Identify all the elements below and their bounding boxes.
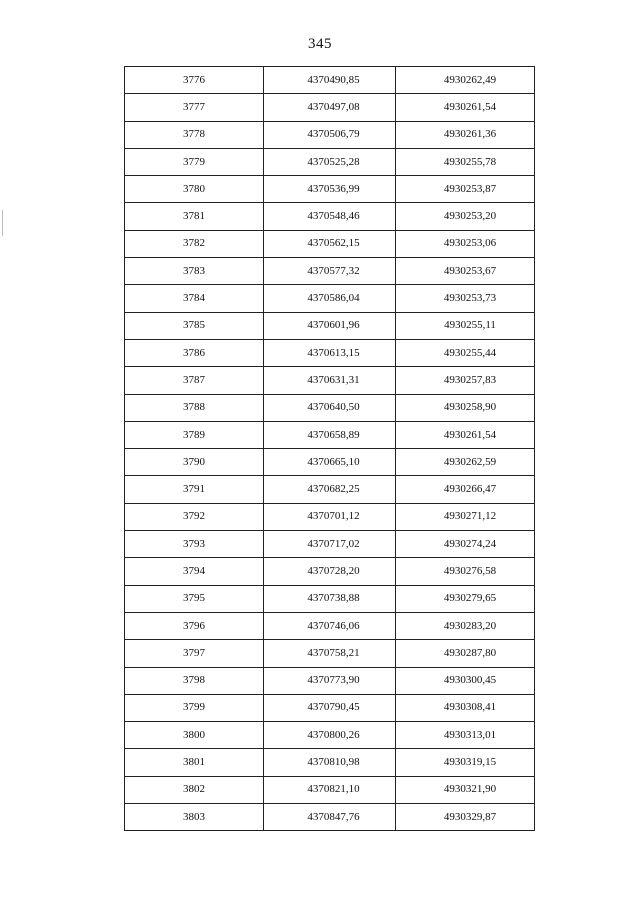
y-coordinate-cell: 4930329,87 bbox=[396, 804, 535, 831]
point-number-cell: 3785 bbox=[125, 312, 264, 339]
x-coordinate-cell: 4370821,10 bbox=[264, 776, 396, 803]
x-coordinate-cell: 4370810,98 bbox=[264, 749, 396, 776]
y-coordinate-cell: 4930283,20 bbox=[396, 612, 535, 639]
y-coordinate-cell: 4930313,01 bbox=[396, 722, 535, 749]
point-number-cell: 3781 bbox=[125, 203, 264, 230]
point-number-cell: 3777 bbox=[125, 94, 264, 121]
table-row bbox=[125, 339, 535, 366]
table-row bbox=[125, 612, 535, 639]
table-row bbox=[125, 722, 535, 749]
point-number-cell: 3786 bbox=[125, 339, 264, 366]
x-coordinate-cell: 4370631,31 bbox=[264, 367, 396, 394]
x-coordinate-cell: 4370640,50 bbox=[264, 394, 396, 421]
y-coordinate-cell: 4930262,49 bbox=[396, 67, 535, 94]
table-row bbox=[125, 776, 535, 803]
point-number-cell: 3801 bbox=[125, 749, 264, 776]
table-row bbox=[125, 285, 535, 312]
y-coordinate-cell: 4930258,90 bbox=[396, 394, 535, 421]
table-row bbox=[125, 258, 535, 285]
y-coordinate-cell: 4930253,87 bbox=[396, 176, 535, 203]
table-row bbox=[125, 585, 535, 612]
x-coordinate-cell: 4370586,04 bbox=[264, 285, 396, 312]
table-row bbox=[125, 449, 535, 476]
table-row bbox=[125, 67, 535, 94]
table-row bbox=[125, 749, 535, 776]
coordinates-table-container bbox=[124, 66, 534, 831]
y-coordinate-cell: 4930255,78 bbox=[396, 148, 535, 175]
point-number-cell: 3798 bbox=[125, 667, 264, 694]
y-coordinate-cell: 4930261,54 bbox=[396, 94, 535, 121]
point-number-cell: 3799 bbox=[125, 694, 264, 721]
table-row bbox=[125, 558, 535, 585]
point-number-cell: 3797 bbox=[125, 640, 264, 667]
y-coordinate-cell: 4930274,24 bbox=[396, 531, 535, 558]
table-row bbox=[125, 312, 535, 339]
point-number-cell: 3778 bbox=[125, 121, 264, 148]
point-number-cell: 3792 bbox=[125, 503, 264, 530]
x-coordinate-cell: 4370601,96 bbox=[264, 312, 396, 339]
x-coordinate-cell: 4370800,26 bbox=[264, 722, 396, 749]
y-coordinate-cell: 4930253,67 bbox=[396, 258, 535, 285]
point-number-cell: 3793 bbox=[125, 531, 264, 558]
table-row bbox=[125, 148, 535, 175]
table-row bbox=[125, 667, 535, 694]
x-coordinate-cell: 4370728,20 bbox=[264, 558, 396, 585]
coordinates-table bbox=[124, 66, 535, 831]
point-number-cell: 3787 bbox=[125, 367, 264, 394]
point-number-cell: 3780 bbox=[125, 176, 264, 203]
y-coordinate-cell: 4930261,36 bbox=[396, 121, 535, 148]
y-coordinate-cell: 4930321,90 bbox=[396, 776, 535, 803]
point-number-cell: 3783 bbox=[125, 258, 264, 285]
table-row bbox=[125, 94, 535, 121]
y-coordinate-cell: 4930257,83 bbox=[396, 367, 535, 394]
point-number-cell: 3779 bbox=[125, 148, 264, 175]
scan-edge-mark bbox=[2, 210, 3, 236]
x-coordinate-cell: 4370665,10 bbox=[264, 449, 396, 476]
x-coordinate-cell: 4370577,32 bbox=[264, 258, 396, 285]
x-coordinate-cell: 4370525,28 bbox=[264, 148, 396, 175]
table-row bbox=[125, 121, 535, 148]
x-coordinate-cell: 4370536,99 bbox=[264, 176, 396, 203]
x-coordinate-cell: 4370847,76 bbox=[264, 804, 396, 831]
table-row bbox=[125, 394, 535, 421]
point-number-cell: 3802 bbox=[125, 776, 264, 803]
point-number-cell: 3784 bbox=[125, 285, 264, 312]
table-row bbox=[125, 640, 535, 667]
x-coordinate-cell: 4370497,08 bbox=[264, 94, 396, 121]
y-coordinate-cell: 4930300,45 bbox=[396, 667, 535, 694]
table-row bbox=[125, 421, 535, 448]
point-number-cell: 3803 bbox=[125, 804, 264, 831]
point-number-cell: 3796 bbox=[125, 612, 264, 639]
y-coordinate-cell: 4930279,65 bbox=[396, 585, 535, 612]
y-coordinate-cell: 4930276,58 bbox=[396, 558, 535, 585]
point-number-cell: 3800 bbox=[125, 722, 264, 749]
x-coordinate-cell: 4370746,06 bbox=[264, 612, 396, 639]
y-coordinate-cell: 4930266,47 bbox=[396, 476, 535, 503]
x-coordinate-cell: 4370506,79 bbox=[264, 121, 396, 148]
x-coordinate-cell: 4370490,85 bbox=[264, 67, 396, 94]
x-coordinate-cell: 4370717,02 bbox=[264, 531, 396, 558]
x-coordinate-cell: 4370738,88 bbox=[264, 585, 396, 612]
table-row bbox=[125, 230, 535, 257]
table-row bbox=[125, 531, 535, 558]
coordinates-table-body bbox=[125, 67, 535, 831]
table-row bbox=[125, 694, 535, 721]
point-number-cell: 3790 bbox=[125, 449, 264, 476]
x-coordinate-cell: 4370562,15 bbox=[264, 230, 396, 257]
table-row bbox=[125, 176, 535, 203]
y-coordinate-cell: 4930262,59 bbox=[396, 449, 535, 476]
point-number-cell: 3788 bbox=[125, 394, 264, 421]
table-row bbox=[125, 367, 535, 394]
y-coordinate-cell: 4930271,12 bbox=[396, 503, 535, 530]
y-coordinate-cell: 4930319,15 bbox=[396, 749, 535, 776]
table-row bbox=[125, 476, 535, 503]
y-coordinate-cell: 4930253,73 bbox=[396, 285, 535, 312]
point-number-cell: 3782 bbox=[125, 230, 264, 257]
x-coordinate-cell: 4370682,25 bbox=[264, 476, 396, 503]
y-coordinate-cell: 4930261,54 bbox=[396, 421, 535, 448]
table-row bbox=[125, 203, 535, 230]
x-coordinate-cell: 4370701,12 bbox=[264, 503, 396, 530]
x-coordinate-cell: 4370613,15 bbox=[264, 339, 396, 366]
point-number-cell: 3795 bbox=[125, 585, 264, 612]
point-number-cell: 3776 bbox=[125, 67, 264, 94]
y-coordinate-cell: 4930308,41 bbox=[396, 694, 535, 721]
point-number-cell: 3791 bbox=[125, 476, 264, 503]
y-coordinate-cell: 4930287,80 bbox=[396, 640, 535, 667]
x-coordinate-cell: 4370758,21 bbox=[264, 640, 396, 667]
table-row bbox=[125, 804, 535, 831]
x-coordinate-cell: 4370790,45 bbox=[264, 694, 396, 721]
table-row bbox=[125, 503, 535, 530]
point-number-cell: 3789 bbox=[125, 421, 264, 448]
y-coordinate-cell: 4930255,44 bbox=[396, 339, 535, 366]
x-coordinate-cell: 4370548,46 bbox=[264, 203, 396, 230]
point-number-cell: 3794 bbox=[125, 558, 264, 585]
x-coordinate-cell: 4370658,89 bbox=[264, 421, 396, 448]
x-coordinate-cell: 4370773,90 bbox=[264, 667, 396, 694]
page-number: 345 bbox=[308, 36, 332, 52]
y-coordinate-cell: 4930255,11 bbox=[396, 312, 535, 339]
y-coordinate-cell: 4930253,20 bbox=[396, 203, 535, 230]
y-coordinate-cell: 4930253,06 bbox=[396, 230, 535, 257]
